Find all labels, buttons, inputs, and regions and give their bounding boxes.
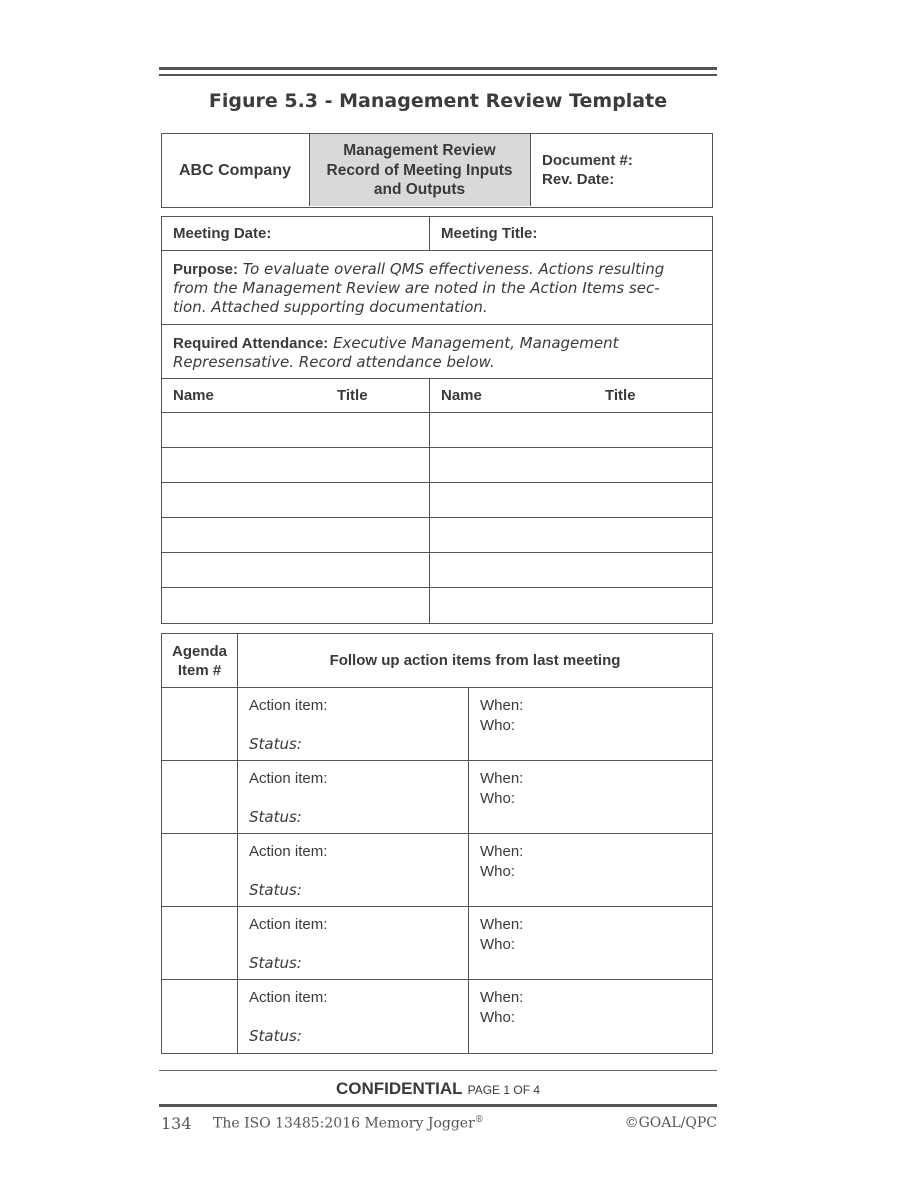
row-divider xyxy=(161,482,713,483)
who-label: Who: xyxy=(480,1009,516,1026)
attendance-label: Required Attendance: xyxy=(173,335,329,352)
status-label: Status: xyxy=(249,1027,302,1045)
when-label: When: xyxy=(480,989,524,1006)
figure-title: Figure 5.3 - Management Review Template xyxy=(208,90,668,112)
attendance-text: Executive Management, Management xyxy=(333,334,619,352)
row-divider xyxy=(161,517,713,518)
agenda-label-line-2: Item # xyxy=(177,662,222,679)
status-label: Status: xyxy=(249,881,302,899)
row-divider xyxy=(161,378,713,379)
action-item-label: Action item: xyxy=(249,770,328,787)
followup-heading: Follow up action items from last meeting xyxy=(329,652,621,669)
status-label: Status: xyxy=(249,954,302,972)
record-title-line-1: Management Review xyxy=(343,142,496,159)
action-item-label: Action item: xyxy=(249,916,328,933)
book-title xyxy=(213,1115,484,1132)
row-divider xyxy=(161,833,713,834)
row-divider xyxy=(161,979,713,980)
attendance-line-2: Represensative. Record attendance below. xyxy=(173,353,495,371)
page-indicator: PAGE 1 OF 4 xyxy=(467,1083,541,1097)
row-divider xyxy=(161,760,713,761)
col-divider xyxy=(429,216,430,251)
row-divider xyxy=(161,412,713,413)
when-label: When: xyxy=(480,697,524,714)
row-divider xyxy=(161,324,713,325)
meeting-title-label: Meeting Title: xyxy=(441,225,538,242)
who-label: Who: xyxy=(480,863,516,880)
record-title-line-2: Record of Meeting Inputs xyxy=(326,162,513,179)
purpose-label: Purpose: xyxy=(173,261,239,278)
agenda-label-line-1: Agenda xyxy=(171,643,227,660)
row-divider xyxy=(161,552,713,553)
copyright: ©GOAL/QPC xyxy=(624,1115,717,1131)
who-label: Who: xyxy=(480,717,516,734)
attendance-title-header-left: Title xyxy=(337,387,368,404)
attendance-name-header-right: Name xyxy=(441,387,482,404)
when-col-divider xyxy=(468,688,469,1053)
page-number: 134 xyxy=(161,1114,192,1133)
row-divider xyxy=(161,447,713,448)
who-label: Who: xyxy=(480,936,516,953)
confidential-line xyxy=(159,1079,717,1099)
attendance-title-header-right: Title xyxy=(605,387,636,404)
when-label: When: xyxy=(480,916,524,933)
footer-rule-thick xyxy=(159,1104,717,1107)
followup-box xyxy=(161,633,713,1054)
action-item-label: Action item: xyxy=(249,843,328,860)
meeting-date-label: Meeting Date: xyxy=(173,225,272,242)
purpose-line-1 xyxy=(173,260,664,278)
top-rule-thick xyxy=(159,67,717,70)
status-label: Status: xyxy=(249,808,302,826)
when-label: When: xyxy=(480,770,524,787)
col-divider xyxy=(429,378,430,623)
rev-date-label: Rev. Date: xyxy=(542,171,615,188)
book-title-text: The ISO 13485:2016 Memory Jogger xyxy=(213,1115,475,1132)
registered-mark: ® xyxy=(474,1115,484,1125)
attendance-line-1 xyxy=(173,334,619,352)
action-item-label: Action item: xyxy=(249,989,328,1006)
purpose-text: To evaluate overall QMS effectiveness. Actions resulting xyxy=(242,260,665,278)
footer-rule-thin xyxy=(159,1070,717,1071)
action-item-label: Action item: xyxy=(249,697,328,714)
record-title-line-3: and Outputs xyxy=(373,181,466,198)
purpose-line-2: from the Management Review are noted in the Action Items sec- xyxy=(173,279,660,297)
agenda-col-divider xyxy=(237,633,238,1053)
top-rule-thin xyxy=(159,74,717,76)
who-label: Who: xyxy=(480,790,516,807)
row-divider xyxy=(161,587,713,588)
row-divider xyxy=(161,250,713,251)
when-label: When: xyxy=(480,843,524,860)
attendance-name-header-left: Name xyxy=(173,387,214,404)
status-label: Status: xyxy=(249,735,302,753)
confidential-label: CONFIDENTIAL xyxy=(335,1079,463,1098)
row-divider xyxy=(161,906,713,907)
document-number-label: Document #: xyxy=(542,152,633,169)
purpose-line-3: tion. Attached supporting documentation. xyxy=(173,298,488,316)
company-name: ABC Company xyxy=(178,162,291,179)
row-divider xyxy=(161,687,713,688)
